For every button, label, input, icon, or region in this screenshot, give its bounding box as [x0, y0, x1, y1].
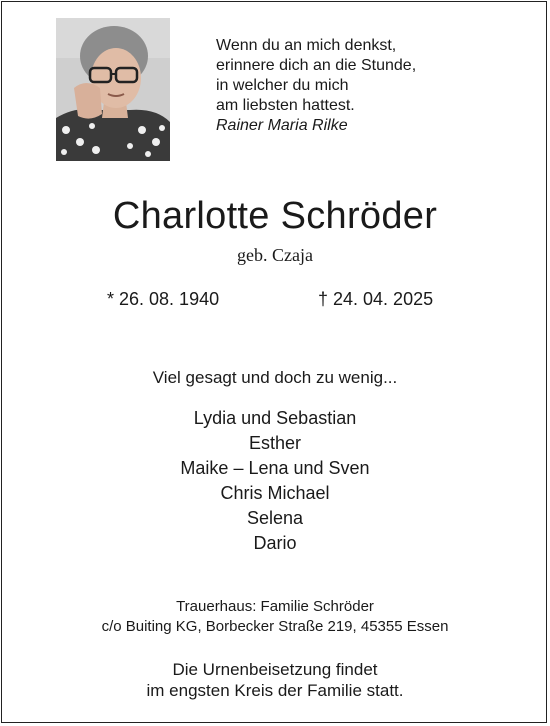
mourner-name: Lydia und Sebastian [193, 408, 357, 428]
deceased-name: Charlotte Schröder [112, 195, 438, 237]
mourner-name: Dario [253, 533, 297, 553]
poem-line: am liebsten hattest. [216, 97, 355, 114]
mourners-list [0, 406, 550, 556]
portrait-photo [56, 18, 170, 161]
poem [216, 36, 416, 136]
mourner-name: Selena [246, 508, 304, 528]
birth-date: * 26. 08. 1940 [107, 289, 220, 309]
maiden-name: geb. Czaja [237, 245, 313, 265]
poem-author: Rainer Maria Rilke [216, 117, 348, 134]
poem-line: Wenn du an mich denkst, [216, 37, 397, 54]
poem-line: in welcher du mich [216, 77, 349, 94]
poem-line: erinnere dich an die Stunde, [216, 57, 417, 74]
mourning-address [0, 597, 550, 637]
mourner-name: Maike – Lena und Sven [180, 458, 370, 478]
address-line: c/o Buiting KG, Borbecker Straße 219, 45355 Essen [101, 618, 449, 635]
mourner-name: Chris Michael [220, 483, 330, 503]
address-line: Trauerhaus: Familie Schröder [176, 598, 374, 615]
notice-line: im engsten Kreis der Familie statt. [146, 681, 404, 700]
quote: Viel gesagt und doch zu wenig... [152, 368, 398, 387]
death-date: † 24. 04. 2025 [318, 289, 434, 309]
notice-line: Die Urnenbeisetzung findet [172, 660, 378, 679]
funeral-notice [0, 659, 550, 701]
mourner-name: Esther [248, 433, 302, 453]
